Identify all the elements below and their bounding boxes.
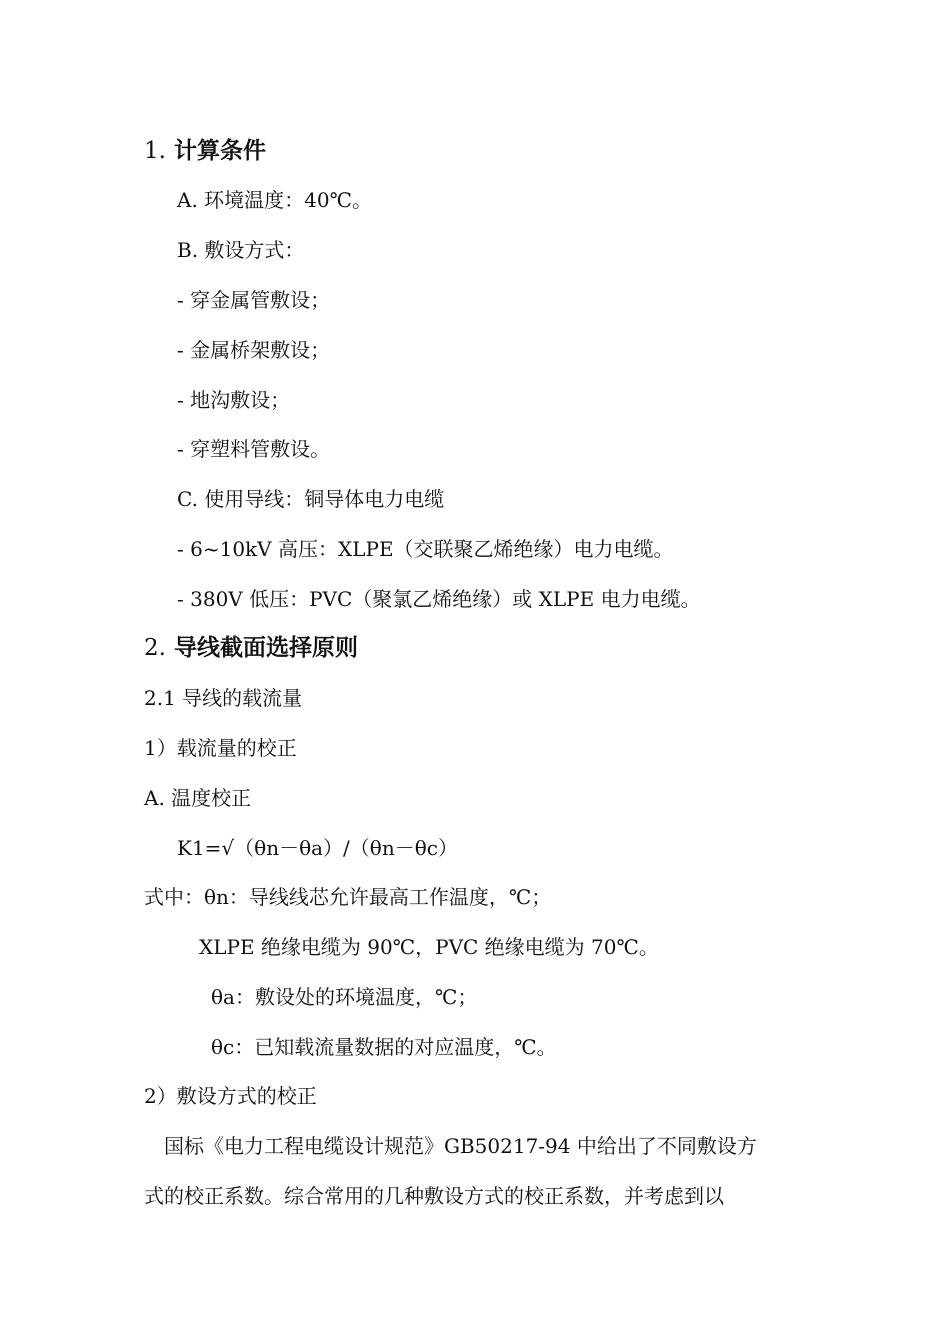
where-theta-c: θc：已知载流量数据的对应温度，℃。 (211, 1035, 557, 1059)
paragraph-line: 式的校正系数。综合常用的几种敷设方式的校正系数，并考虑到以 (144, 1184, 724, 1208)
section-2-heading (144, 635, 358, 661)
laying-method-item: - 金属桥架敷设； (177, 338, 331, 362)
where-theta-n: 式中：θn：导线线芯允许最高工作温度，℃； (144, 885, 552, 909)
laying-method-item: - 穿金属管敷设； (177, 288, 331, 312)
env-temp-line: A. 环境温度：40℃。 (177, 188, 372, 212)
laying-method-item: - 地沟敷设； (177, 388, 291, 412)
where-theta-n-values: XLPE 绝缘电缆为 90℃，PVC 绝缘电缆为 70℃。 (199, 935, 659, 959)
section-2-title: 导线截面选择原则 (173, 635, 358, 661)
conductor-type-item: - 6~10kV 高压：XLPE（交联聚乙烯绝缘）电力电缆。 (177, 537, 674, 561)
laying-label-line: B. 敷设方式： (177, 238, 305, 262)
section-1-heading (144, 138, 266, 164)
section-1-title: 计算条件 (173, 138, 266, 164)
section-1-number: 1. (144, 138, 166, 164)
temperature-formula: K1=√（θn－θa）/（θn－θc） (177, 836, 458, 860)
subsection-2-1: 2.1 导线的载流量 (144, 686, 303, 710)
item-a-heading: A. 温度校正 (144, 786, 252, 810)
item-1-heading: 1）载流量的校正 (144, 736, 297, 760)
paragraph-line: 国标《电力工程电缆设计规范》GB50217-94 中给出了不同敷设方 (164, 1134, 757, 1158)
conductor-type-item: - 380V 低压：PVC（聚氯乙烯绝缘）或 XLPE 电力电缆。 (177, 587, 701, 611)
section-2-number: 2. (144, 635, 166, 661)
laying-method-item: - 穿塑料管敷设。 (177, 437, 331, 461)
where-theta-a: θa：敷设处的环境温度，℃； (211, 985, 478, 1009)
conductor-label-line: C. 使用导线：铜导体电力电缆 (177, 487, 445, 511)
item-2-heading: 2）敷设方式的校正 (144, 1084, 317, 1108)
